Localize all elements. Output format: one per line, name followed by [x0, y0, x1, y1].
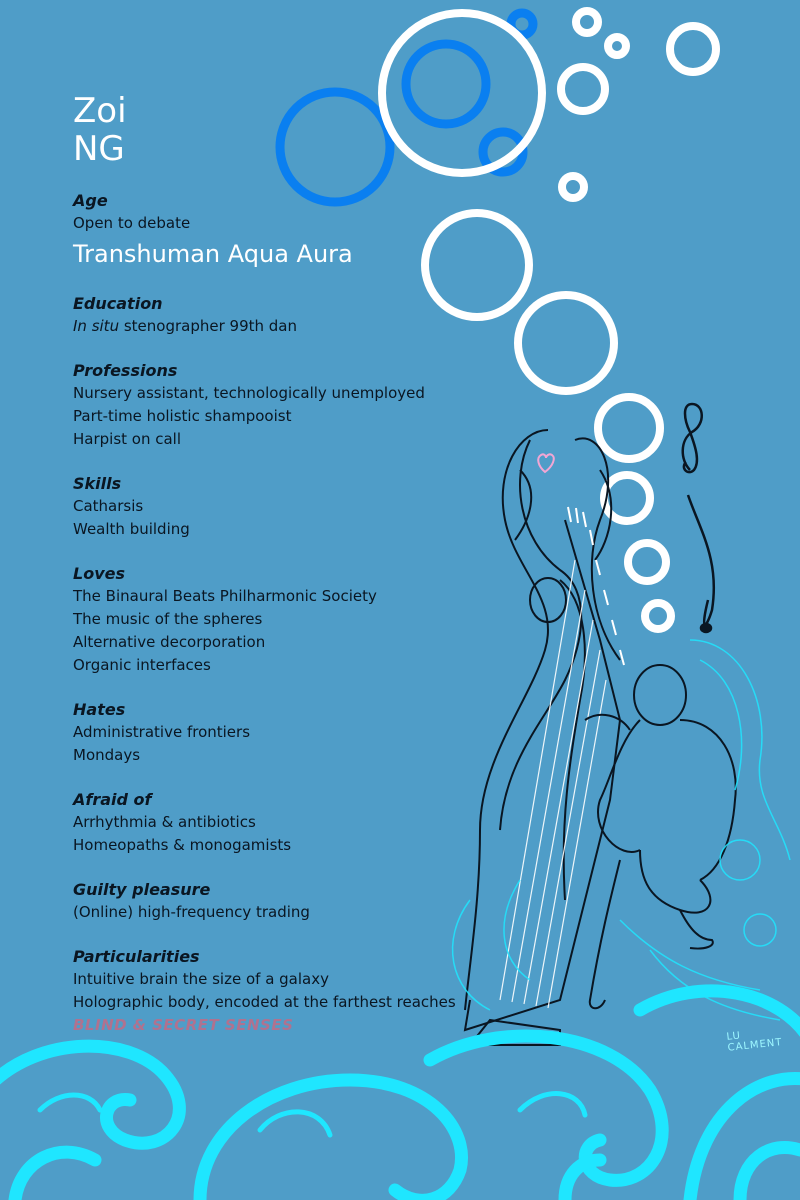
education-italic: In situ — [73, 317, 120, 335]
age-heading: Age — [73, 191, 108, 210]
list-item: The music of the spheres — [73, 610, 263, 628]
section-education — [73, 293, 543, 338]
profile-card — [73, 92, 543, 1058]
list-item: Mondays — [73, 746, 141, 764]
section-afraid — [73, 789, 543, 857]
education-value — [73, 315, 543, 338]
artist-signature: LU CALMENT — [726, 1030, 783, 1054]
character-name — [73, 92, 543, 168]
name-first: Zoi — [73, 91, 127, 131]
list-item: Administrative frontiers — [73, 723, 251, 741]
age-value: Open to debate — [73, 214, 191, 232]
afraid-heading: Afraid of — [73, 790, 152, 809]
treble-clef-icon — [683, 404, 702, 472]
education-rest: stenographer 99th dan — [119, 317, 297, 335]
list-item: Wealth building — [73, 520, 190, 538]
list-item: Catharsis — [73, 497, 144, 515]
list-item: Arrhythmia & antibiotics — [73, 813, 256, 831]
hates-heading: Hates — [73, 700, 126, 719]
list-item: Alternative decorporation — [73, 633, 266, 651]
list-item: The Binaural Beats Philharmonic Society — [73, 587, 377, 605]
list-item: Intuitive brain the size of a galaxy — [73, 970, 329, 988]
age-tagline: Transhuman Aqua Aura — [73, 240, 353, 268]
faded-tagline: BLIND & SECRET SENSES — [73, 1016, 294, 1034]
list-item: (Online) high-frequency trading — [73, 903, 310, 921]
list-item: Organic interfaces — [73, 656, 211, 674]
guilty-heading: Guilty pleasure — [73, 880, 211, 899]
section-hates — [73, 699, 543, 767]
particularities-heading: Particularities — [73, 947, 200, 966]
list-item: Nursery assistant, technologically unemployed — [73, 384, 425, 402]
professions-heading: Professions — [73, 361, 178, 380]
list-item: Part-time holistic shampooist — [73, 407, 292, 425]
skills-heading: Skills — [73, 474, 122, 493]
list-item: Homeopaths & monogamists — [73, 836, 292, 854]
loves-heading: Loves — [73, 564, 125, 583]
section-professions — [73, 360, 543, 451]
section-age — [73, 190, 543, 271]
education-heading: Education — [73, 294, 163, 313]
section-guilty-pleasure — [73, 879, 543, 924]
list-item: Harpist on call — [73, 430, 182, 448]
section-loves — [73, 563, 543, 677]
list-item: Holographic body, encoded at the farthest reaches — [73, 993, 456, 1011]
name-last: NG — [73, 129, 125, 169]
eighth-note-icon — [688, 495, 714, 632]
section-particularities — [73, 946, 543, 1036]
section-skills — [73, 473, 543, 541]
